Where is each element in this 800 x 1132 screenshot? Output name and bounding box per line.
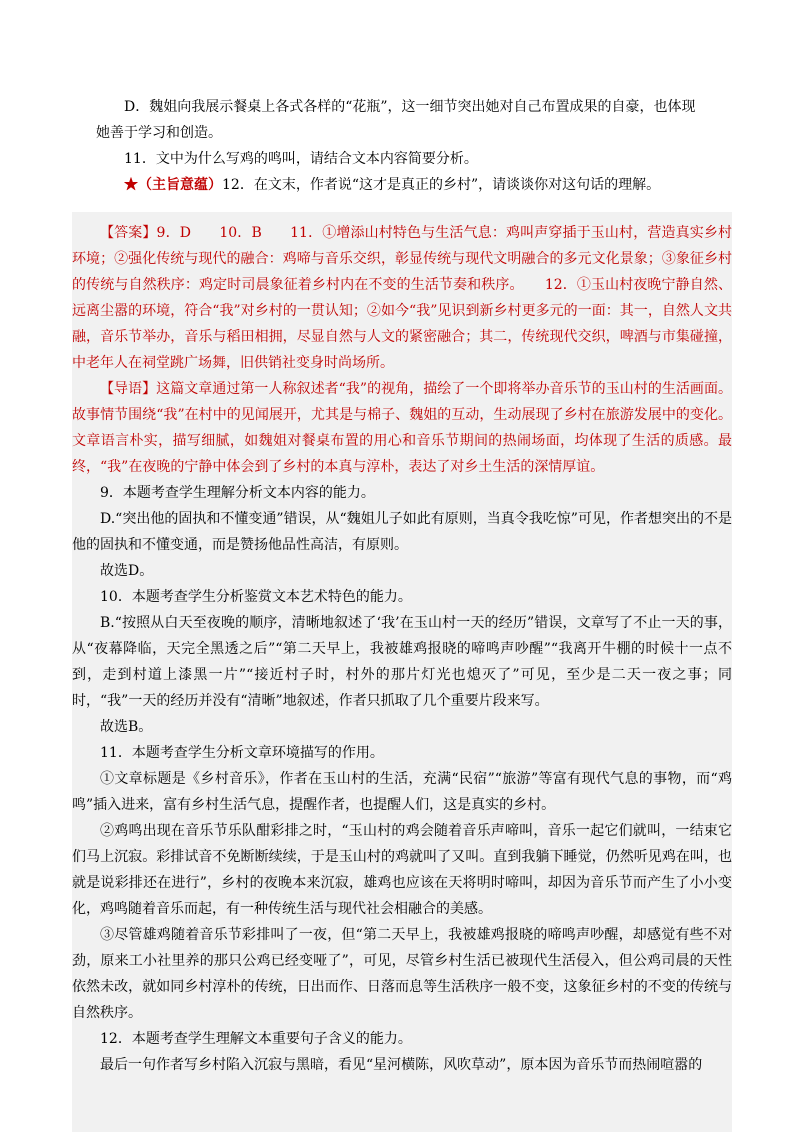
question-12	[96, 172, 716, 198]
guide-label: 【导语】	[100, 381, 157, 397]
answer-panel	[72, 212, 732, 1132]
analysis-11-head: 11．本题考查学生分析文章环境描写的作用。	[100, 745, 384, 761]
analysis-12-body: 最后一句作者写乡村陷入沉寂与黑暗，看见“星河横陈，风吹草动”，原本因为音乐节而热闹喧嚣的	[100, 1057, 703, 1073]
question-12-text: 12．在文末，作者说“这才是真正的乡村”，请谈谈你对这句话的理解。	[222, 177, 661, 193]
analysis-9-head: 9．本题考查学生理解分析文本内容的能力。	[100, 485, 375, 501]
analysis-12-head: 12．本题考查学生理解文本重要句子含义的能力。	[100, 1031, 412, 1047]
analysis-10-body: B.“按照从白天至夜晚的顺序，清晰地叙述了‘我’在玉山村一天的经历”错误，文章写了不止一天的事，从“夜幕降临，天完全黑透之后”“第二天早上，我被雄鸡报晓的啼鸣声吵醒”“我离开牛棚的时候十一点不到，走到村道上漆黑一片”“接近村子时，村外的那片灯光也熄灭了”可见，至少是二天一夜之事；同时，“我”一天的经历并没有“清晰”地叙述，作者只抓取了几个重要片段来写。	[72, 615, 732, 709]
guide-paragraph	[72, 376, 732, 480]
analysis-11-point2: ②鸡鸣出现在音乐节乐队酣彩排之时，“玉山村的鸡会随着音乐声啼叫，音乐一起它们就叫，一结束它们马上沉寂。彩排试音不免断断续续，于是玉山村的鸡就叫了又叫。直到我躺下睡觉，仍然听见鸡在叫，也就是说彩排还在进行”，乡村的夜晚本来沉寂，雄鸡也应该在天将明时啼叫，却因为音乐节而产生了小小变化，鸡鸣随着音乐而起，有一种传统生活与现代社会相融合的美感。	[72, 823, 732, 917]
answer-label: 【答案】	[100, 225, 157, 241]
answer-paragraph	[72, 220, 732, 376]
question-11: 11．文中为什么写鸡的鸣叫，请结合文本内容简要分析。	[124, 151, 478, 167]
analysis-10-choice: 故选B。	[100, 719, 153, 735]
analysis-11-point1: ①文章标题是《乡村音乐》，作者在玉山村的生活，充满“民宿”“旅游”等富有现代气息的事物，而“鸡鸣”插入进来，富有乡村生活气息，提醒作者，也提醒人们，这是真实的乡村。	[72, 771, 732, 813]
analysis-11-point3: ③尽管雄鸡随着音乐节彩排叫了一夜，但“第二天早上，我被雄鸡报晓的啼鸣声吵醒，却感觉有些不对劲，原来工小社里养的那只公鸡已经变哑了”，可见，尽管乡村生活已被现代生活侵入，但公鸡司晨的天性依然未改，就如同乡村淳朴的传统，日出而作、日落而息等生活秩序一般不变，这象征乡村的不变的传统与自然秩序。	[72, 927, 732, 1021]
guide-text: 这篇文章通过第一人称叙述者“我”的视角，描绘了一个即将举办音乐节的玉山村的生活画面。故事情节围绕“我”在村中的见闻展开，尤其是与棉子、魏姐的互动，生动展现了乡村在旅游发展中的变化。文章语言朴实，描写细腻，如魏姐对餐桌布置的用心和音乐节期间的热闹场面，均体现了生活的质感。最终，“我”在夜晚的宁静中体会到了乡村的本真与淳朴，表达了对乡土生活的深情厚谊。	[72, 381, 732, 475]
analysis-9-choice: 故选D。	[100, 563, 154, 579]
answer-text: 9．D 10．B 11．①增添山村特色与生活气息：鸡叫声穿插于玉山村，营造真实乡村环境；②强化传统与现代的融合：鸡啼与音乐交织，彰显传统与现代文明融合的多元文化景象；③象征乡村的传统与自然秩序：鸡定时司晨象征着乡村内在不变的生活节奏和秩序。 12．①玉山村夜晚宁静自然、远离尘嚣的环境，符合“我”对乡村的一贯认知；②如今“我”见识到新乡村更多元的一面：其一，自然人文共融，音乐节举办，音乐与稻田相拥，尽显自然与人文的紧密融合；其二，传统现代交织，啤酒与市集碰撞，中老年人在祠堂跳广场舞，旧供销社变身时尚场所。	[72, 225, 732, 371]
option-d-line1: D．魏姐向我展示餐桌上各式各样的“花瓶”，这一细节突出她对自己布置成果的自豪，也体现	[124, 99, 696, 115]
theme-tag: ★（主旨意蕴）	[124, 177, 222, 193]
question-block	[96, 94, 716, 198]
option-d-line2: 她善于学习和创造。	[96, 125, 222, 141]
analysis-10-head: 10．本题考查学生分析鉴赏文本艺术特色的能力。	[100, 589, 412, 605]
analysis-9-body: D.“突出他的固执和不懂变通”错误，从“魏姐儿子如此有原则，当真令我吃惊”可见，作者想突出的不是他的固执和不懂变通，而是赞扬他品性高洁，有原则。	[72, 511, 732, 553]
